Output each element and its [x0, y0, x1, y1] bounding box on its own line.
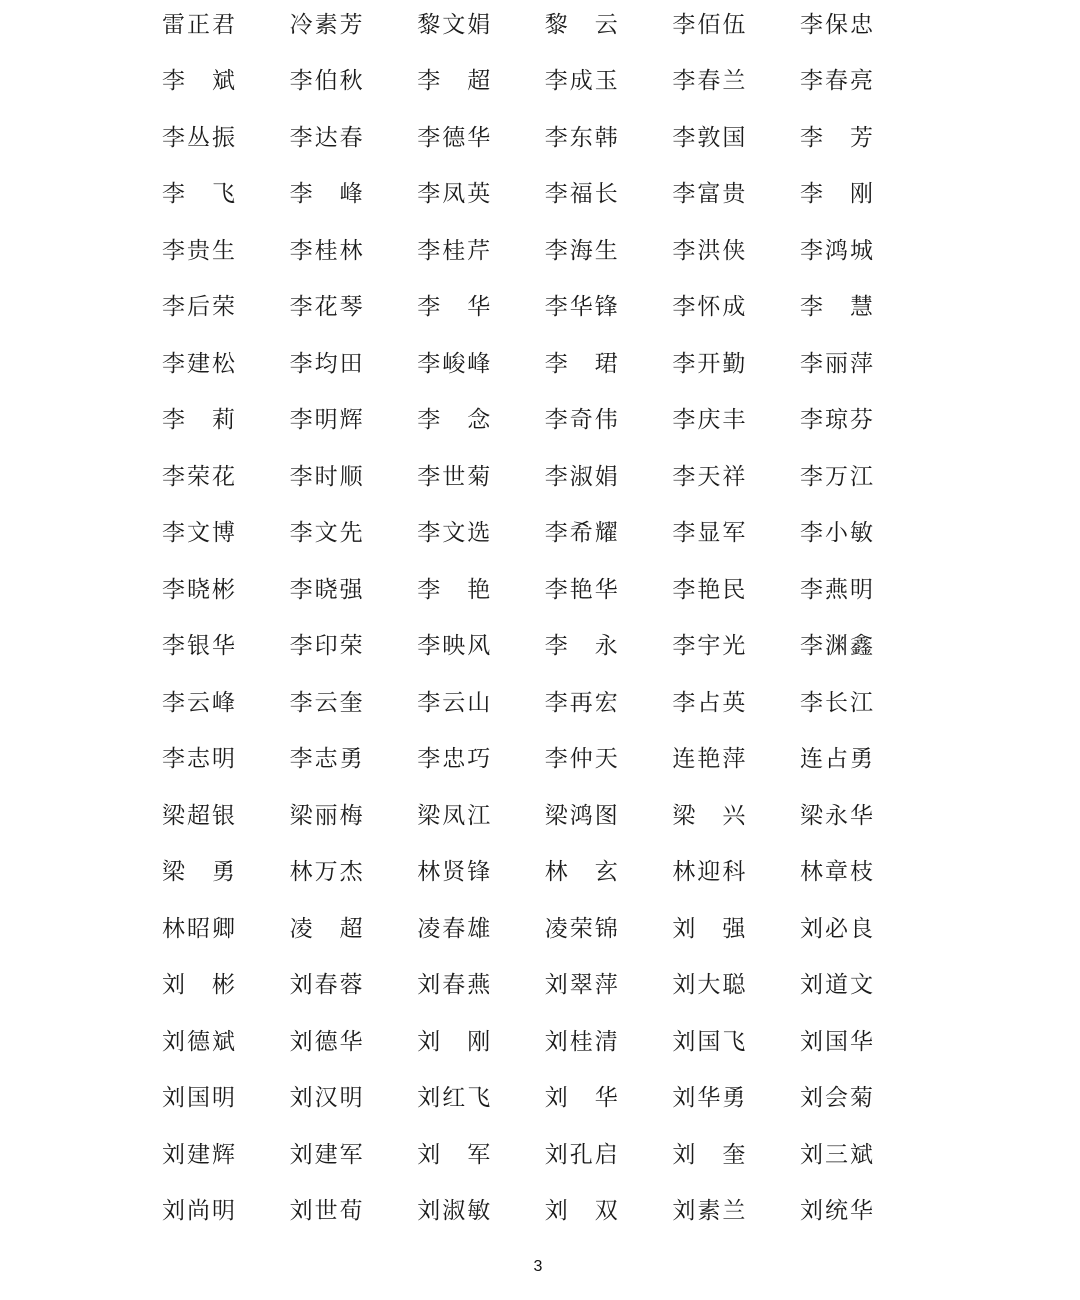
name-cell: 冷素芳	[289, 11, 365, 37]
name-cell: 刘统华	[799, 1198, 875, 1224]
name-cell: 刘道文	[799, 972, 875, 998]
name-cell: 李小敏	[799, 520, 875, 546]
name-cell: 刘德斌	[162, 1028, 237, 1054]
name-cell: 梁鸿图	[544, 802, 620, 828]
name-cell: 林迎科	[672, 859, 748, 885]
name-cell: 林贤锋	[417, 859, 493, 885]
name-cell: 刘大聪	[672, 972, 748, 998]
name-cell: 林章枝	[799, 859, 875, 885]
name-cell: 林 玄	[544, 859, 620, 885]
name-cell: 李长江	[799, 689, 875, 715]
name-cell: 梁凤江	[417, 802, 493, 828]
name-cell: 李富贵	[672, 181, 748, 207]
name-cell: 李华锋	[544, 294, 620, 320]
name-cell: 李 超	[417, 68, 493, 94]
name-cell: 李银华	[162, 633, 237, 659]
name-grid	[162, 0, 928, 1239]
name-cell: 李云峰	[162, 689, 237, 715]
name-cell: 刘 军	[417, 1141, 493, 1167]
name-cell: 李志明	[162, 746, 237, 772]
name-cell: 刘华勇	[672, 1085, 748, 1111]
name-cell: 梁丽梅	[289, 802, 365, 828]
name-cell: 林万杰	[289, 859, 365, 885]
name-cell: 李时顺	[289, 463, 365, 489]
name-cell: 刘会菊	[799, 1085, 875, 1111]
name-cell: 李世菊	[417, 463, 493, 489]
name-cell: 李贵生	[162, 237, 237, 263]
name-cell: 刘翠萍	[544, 972, 620, 998]
name-cell: 李文先	[289, 520, 365, 546]
name-cell: 李峻峰	[417, 350, 493, 376]
name-cell: 李忠巧	[417, 746, 493, 772]
name-cell: 李凤英	[417, 181, 493, 207]
name-cell: 刘建辉	[162, 1141, 237, 1167]
name-cell: 李保忠	[799, 11, 875, 37]
name-cell: 刘 奎	[672, 1141, 748, 1167]
name-cell: 李海生	[544, 237, 620, 263]
name-cell: 李桂林	[289, 237, 365, 263]
name-cell: 凌春雄	[417, 915, 493, 941]
name-cell: 李仲天	[544, 746, 620, 772]
name-cell: 刘世荀	[289, 1198, 365, 1224]
name-cell: 李敦国	[672, 124, 748, 150]
name-cell: 刘 彬	[162, 972, 237, 998]
name-cell: 李德华	[417, 124, 493, 150]
name-cell: 李福长	[544, 181, 620, 207]
name-cell: 刘桂清	[544, 1028, 620, 1054]
page-number: 3	[533, 1258, 543, 1275]
name-cell: 黎文娟	[417, 11, 493, 37]
name-cell: 李花琴	[289, 294, 365, 320]
name-cell: 李东韩	[544, 124, 620, 150]
name-cell: 李云奎	[289, 689, 365, 715]
name-cell: 李印荣	[289, 633, 365, 659]
name-cell: 李明辉	[289, 407, 365, 433]
name-cell: 李均田	[289, 350, 365, 376]
name-cell: 李映风	[417, 633, 493, 659]
name-cell: 李 艳	[417, 576, 493, 602]
name-cell: 凌荣锦	[544, 915, 620, 941]
name-cell: 梁 兴	[672, 802, 748, 828]
name-cell: 李宇光	[672, 633, 748, 659]
name-cell: 李淑娟	[544, 463, 620, 489]
name-cell: 李再宏	[544, 689, 620, 715]
name-cell: 李春兰	[672, 68, 748, 94]
name-cell: 李 念	[417, 407, 493, 433]
name-cell: 刘汉明	[289, 1085, 365, 1111]
name-cell: 李艳民	[672, 576, 748, 602]
name-cell: 李显军	[672, 520, 748, 546]
name-cell: 连艳萍	[672, 746, 748, 772]
name-cell: 李开勤	[672, 350, 748, 376]
name-cell: 李 芳	[799, 124, 875, 150]
name-cell: 李成玉	[544, 68, 620, 94]
name-cell: 连占勇	[799, 746, 875, 772]
name-cell: 刘 刚	[417, 1028, 493, 1054]
name-cell: 梁永华	[799, 802, 875, 828]
name-cell: 李 莉	[162, 407, 237, 433]
name-cell: 刘淑敏	[417, 1198, 493, 1224]
name-cell: 黎 云	[544, 11, 620, 37]
name-cell: 李奇伟	[544, 407, 620, 433]
name-cell: 刘德华	[289, 1028, 365, 1054]
name-cell: 李燕明	[799, 576, 875, 602]
name-cell: 刘孔启	[544, 1141, 620, 1167]
name-cell: 李 永	[544, 633, 620, 659]
name-cell: 雷正君	[162, 11, 237, 37]
name-cell: 李后荣	[162, 294, 237, 320]
name-cell: 李晓强	[289, 576, 365, 602]
name-cell: 梁 勇	[162, 859, 237, 885]
name-cell: 李 珺	[544, 350, 620, 376]
name-cell: 李希耀	[544, 520, 620, 546]
name-cell: 刘国飞	[672, 1028, 748, 1054]
name-cell: 李占英	[672, 689, 748, 715]
name-cell: 李 飞	[162, 181, 237, 207]
name-cell: 李怀成	[672, 294, 748, 320]
name-cell: 李庆丰	[672, 407, 748, 433]
name-cell: 李洪侠	[672, 237, 748, 263]
name-cell: 李云山	[417, 689, 493, 715]
name-cell: 李桂芹	[417, 237, 493, 263]
name-cell: 李艳华	[544, 576, 620, 602]
name-cell: 刘建军	[289, 1141, 365, 1167]
name-cell: 刘 双	[544, 1198, 620, 1224]
name-cell: 李春亮	[799, 68, 875, 94]
name-cell: 李 斌	[162, 68, 237, 94]
name-cell: 李渊鑫	[799, 633, 875, 659]
name-cell: 刘尚明	[162, 1198, 237, 1224]
name-cell: 李佰伍	[672, 11, 748, 37]
name-cell: 李丛振	[162, 124, 237, 150]
name-cell: 李琼芬	[799, 407, 875, 433]
name-cell: 刘红飞	[417, 1085, 493, 1111]
name-cell: 李万江	[799, 463, 875, 489]
name-cell: 李 华	[417, 294, 493, 320]
name-cell: 刘 华	[544, 1085, 620, 1111]
name-cell: 李晓彬	[162, 576, 237, 602]
name-cell: 李伯秋	[289, 68, 365, 94]
name-cell: 李达春	[289, 124, 365, 150]
name-cell: 凌 超	[289, 915, 365, 941]
name-cell: 刘必良	[799, 915, 875, 941]
name-cell: 李 慧	[799, 294, 875, 320]
name-cell: 李建松	[162, 350, 237, 376]
name-cell: 刘三斌	[799, 1141, 875, 1167]
name-cell: 刘素兰	[672, 1198, 748, 1224]
name-cell: 刘 强	[672, 915, 748, 941]
name-cell: 梁超银	[162, 802, 237, 828]
name-cell: 刘春燕	[417, 972, 493, 998]
name-cell: 林昭卿	[162, 915, 237, 941]
name-cell: 李丽萍	[799, 350, 875, 376]
name-cell: 李鸿城	[799, 237, 875, 263]
name-cell: 刘国华	[799, 1028, 875, 1054]
name-cell: 李 刚	[799, 181, 875, 207]
name-cell: 刘春蓉	[289, 972, 365, 998]
name-cell: 李文博	[162, 520, 237, 546]
name-cell: 李文选	[417, 520, 493, 546]
name-cell: 李荣花	[162, 463, 237, 489]
name-cell: 李志勇	[289, 746, 365, 772]
name-cell: 刘国明	[162, 1085, 237, 1111]
name-cell: 李 峰	[289, 181, 365, 207]
name-cell: 李天祥	[672, 463, 748, 489]
